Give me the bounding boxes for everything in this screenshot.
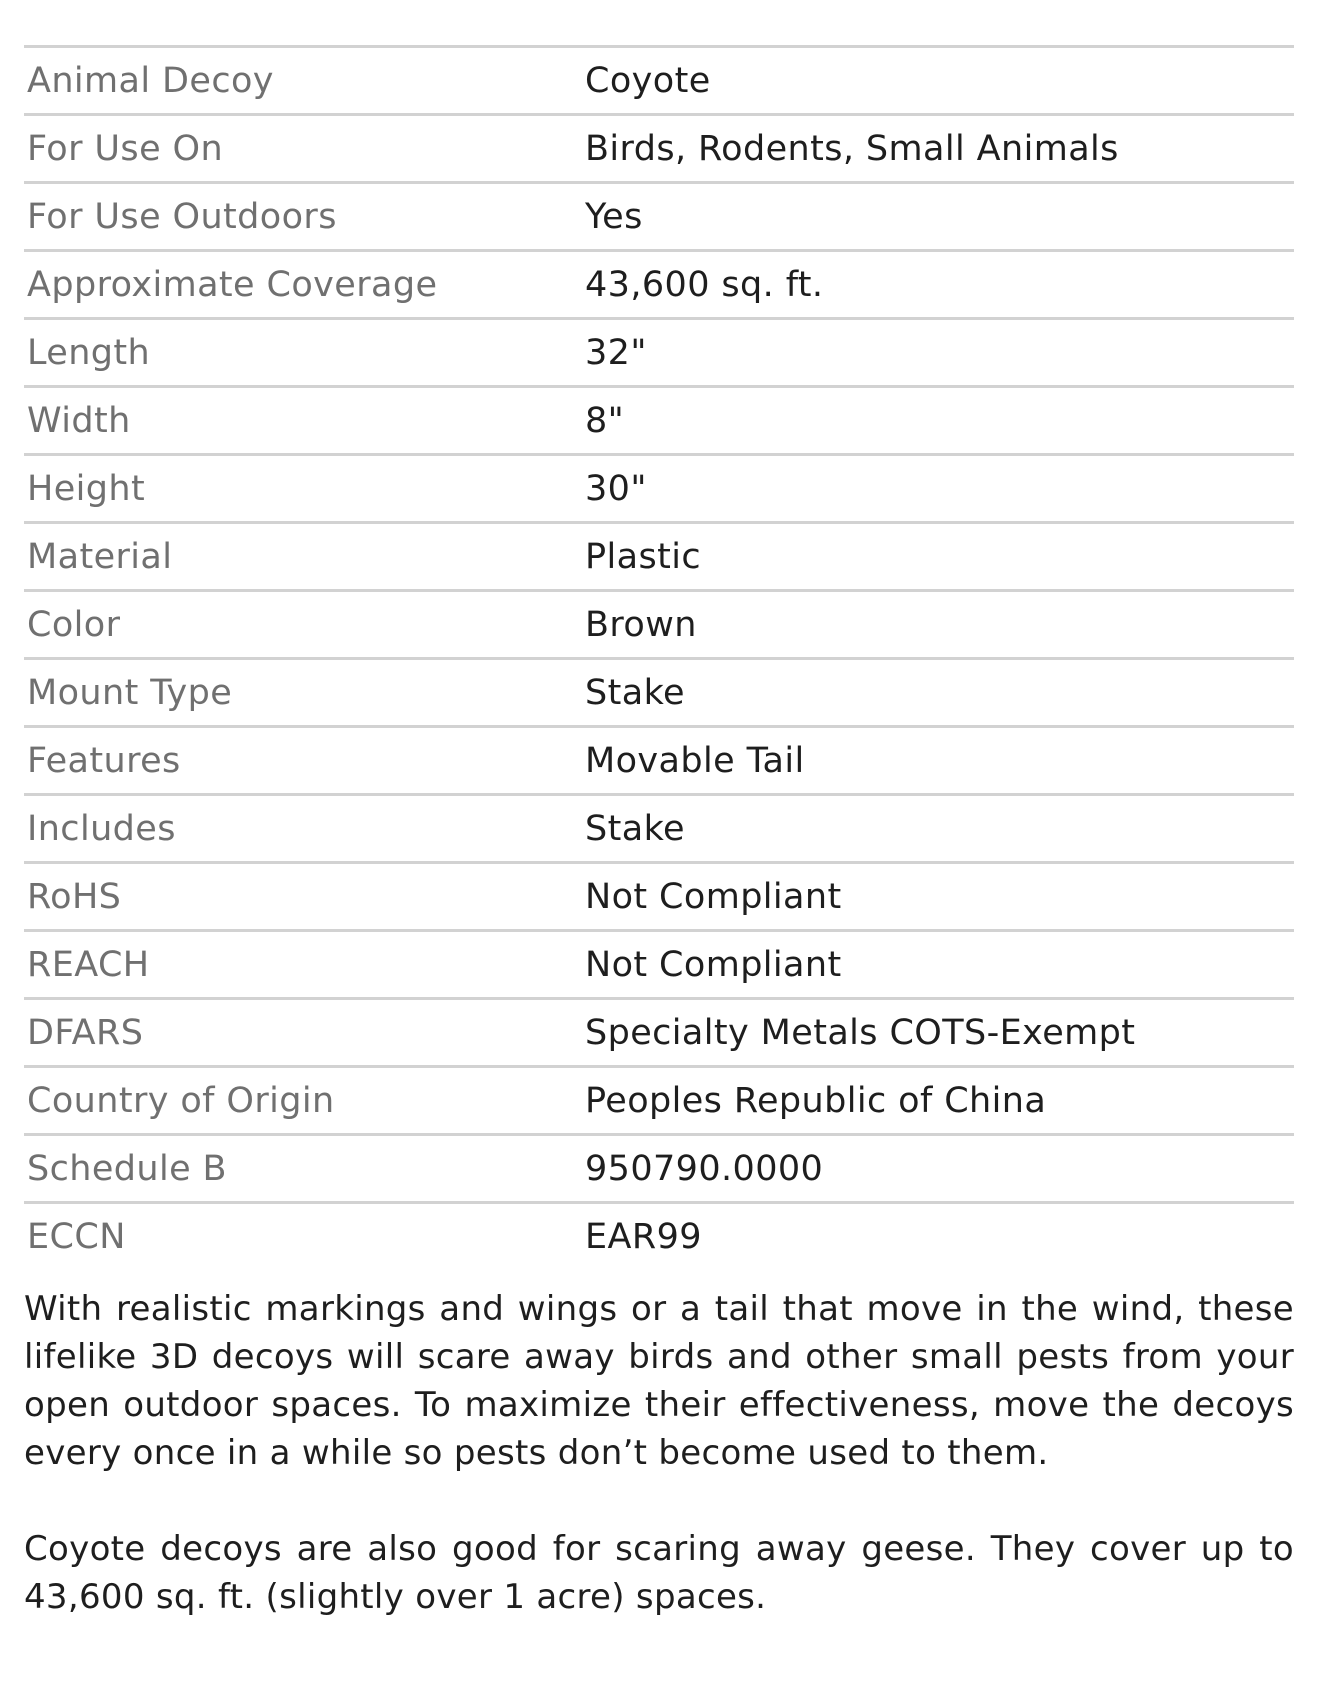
spec-value: Stake [585, 808, 685, 849]
spec-value: EAR99 [585, 1216, 702, 1257]
spec-value: Brown [585, 604, 697, 645]
spec-row-schedule-b [24, 1136, 1294, 1204]
spec-label: ECCN [27, 1216, 126, 1257]
spec-label: Schedule B [27, 1148, 227, 1189]
spec-value: Movable Tail [585, 740, 805, 781]
spec-label: DFARS [27, 1012, 144, 1053]
spec-row-country-of-origin [24, 1068, 1294, 1136]
product-description [24, 1285, 1294, 1621]
spec-value: Not Compliant [585, 876, 842, 917]
spec-label: For Use Outdoors [27, 196, 337, 237]
spec-row-eccn [24, 1204, 1294, 1269]
spec-value: Peoples Republic of China [585, 1080, 1047, 1121]
spec-label: Width [27, 400, 131, 441]
spec-label: RoHS [27, 876, 122, 917]
spec-label: Mount Type [27, 672, 233, 713]
spec-table [24, 45, 1294, 1269]
spec-row-animal-decoy [24, 48, 1294, 116]
spec-label: Color [27, 604, 121, 645]
spec-value: Not Compliant [585, 944, 842, 985]
spec-label: Material [27, 536, 173, 577]
description-paragraph: Coyote decoys are also good for scaring away geese. They cover up to 43,600 sq. ft. (slightly over 1 acre) spaces. [24, 1529, 1294, 1617]
spec-value: Plastic [585, 536, 702, 577]
spec-value: 43,600 sq. ft. [585, 264, 824, 305]
spec-row-features [24, 728, 1294, 796]
spec-row-for-use-outdoors [24, 184, 1294, 252]
spec-row-material [24, 524, 1294, 592]
spec-row-width [24, 388, 1294, 456]
spec-label: Height [27, 468, 146, 509]
spec-label: Approximate Coverage [27, 264, 438, 305]
spec-value: 8" [585, 400, 625, 441]
spec-value: 30" [585, 468, 647, 509]
spec-value: Stake [585, 672, 685, 713]
spec-row-mount-type [24, 660, 1294, 728]
spec-row-height [24, 456, 1294, 524]
spec-row-rohs [24, 864, 1294, 932]
spec-row-reach [24, 932, 1294, 1000]
spec-value: Yes [585, 196, 643, 237]
spec-row-color [24, 592, 1294, 660]
spec-value: 32" [585, 332, 647, 373]
spec-row-length [24, 320, 1294, 388]
spec-label: Country of Origin [27, 1080, 335, 1121]
spec-row-for-use-on [24, 116, 1294, 184]
spec-row-includes [24, 796, 1294, 864]
spec-label: Features [27, 740, 181, 781]
spec-value: 950790.0000 [585, 1148, 824, 1189]
spec-row-dfars [24, 1000, 1294, 1068]
spec-value: Birds, Rodents, Small Animals [585, 128, 1119, 169]
spec-label: REACH [27, 944, 150, 985]
spec-label: For Use On [27, 128, 224, 169]
spec-row-approximate-coverage [24, 252, 1294, 320]
spec-value: Coyote [585, 60, 711, 101]
spec-label: Animal Decoy [27, 60, 274, 101]
spec-value: Specialty Metals COTS-Exempt [585, 1012, 1136, 1053]
spec-label: Includes [27, 808, 176, 849]
spec-label: Length [27, 332, 151, 373]
description-paragraph: With realistic markings and wings or a tail that move in the wind, these lifelike 3D decoys will scare away birds and other small pests from your open outdoor spaces. To maximize their effectiveness, move the decoys every once in a while so pests don’t become used to them. [24, 1289, 1294, 1473]
